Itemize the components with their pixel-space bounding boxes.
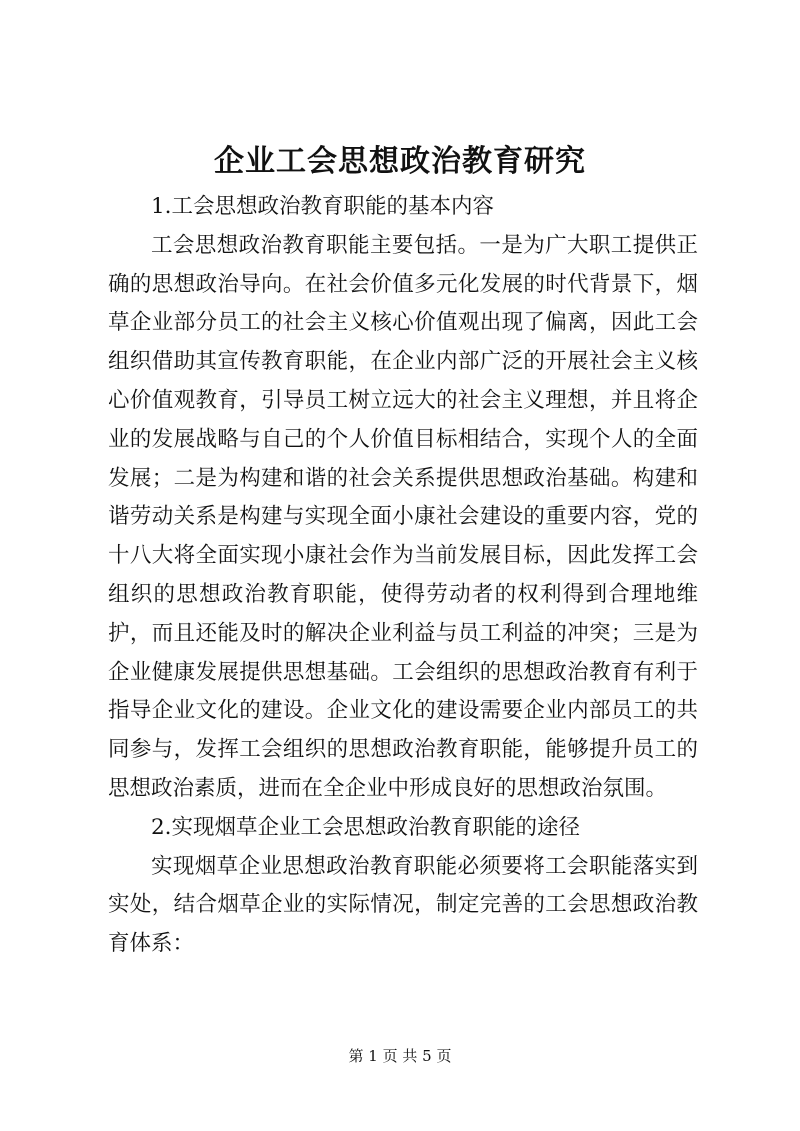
document-body [108, 188, 698, 964]
page-number-footer: 第 1 页 共 5 页 [348, 1047, 452, 1065]
section-heading-2: 2.实现烟草企业工会思想政治教育职能的途径 [151, 814, 581, 840]
section-heading-1: 1.工会思想政治教育职能的基本内容 [151, 194, 495, 219]
section-1-paragraph: 工会思想政治教育职能主要包括。一是为广大职工提供正确的思想政治导向。在社会价值多元化发展的时代背景下，烟草企业部分员工的社会主义核心价值观出现了偏离，因此工会组织借助其宣传教育职能，在企业内部广泛的开展社会主义核心价值观教育，引导员工树立远大的社会主义理想，并且将企业的发展战略与自己的个人价值目标相结合，实现个人的全面发展；二是为构建和谐的社会关系提供思想政治基础。构建和谐劳动关系是构建与实现全面小康社会建设的重要内容，党的十八大将全面实现小康社会作为当前发展目标，因此发挥工会组织的思想政治教育职能，使得劳动者的权利得到合理地维护，而且还能及时的解决企业利益与员工利益的冲突；三是为企业健康发展提供思想基础。工会组织的思想政治教育有利于指导企业文化的建设。企业文化的建设需要企业内部员工的共同参与，发挥工会组织的思想政治教育职能，能够提升员工的思想政治素质，进而在全企业中形成良好的思想政治氛围。 [108, 232, 698, 801]
page-title: 企业工会思想政治教育研究 [214, 144, 586, 179]
section-2-paragraph: 实现烟草企业思想政治教育职能必须要将工会职能落实到实处，结合烟草企业的实际情况，制定完善的工会思想政治教育体系： [108, 853, 698, 957]
